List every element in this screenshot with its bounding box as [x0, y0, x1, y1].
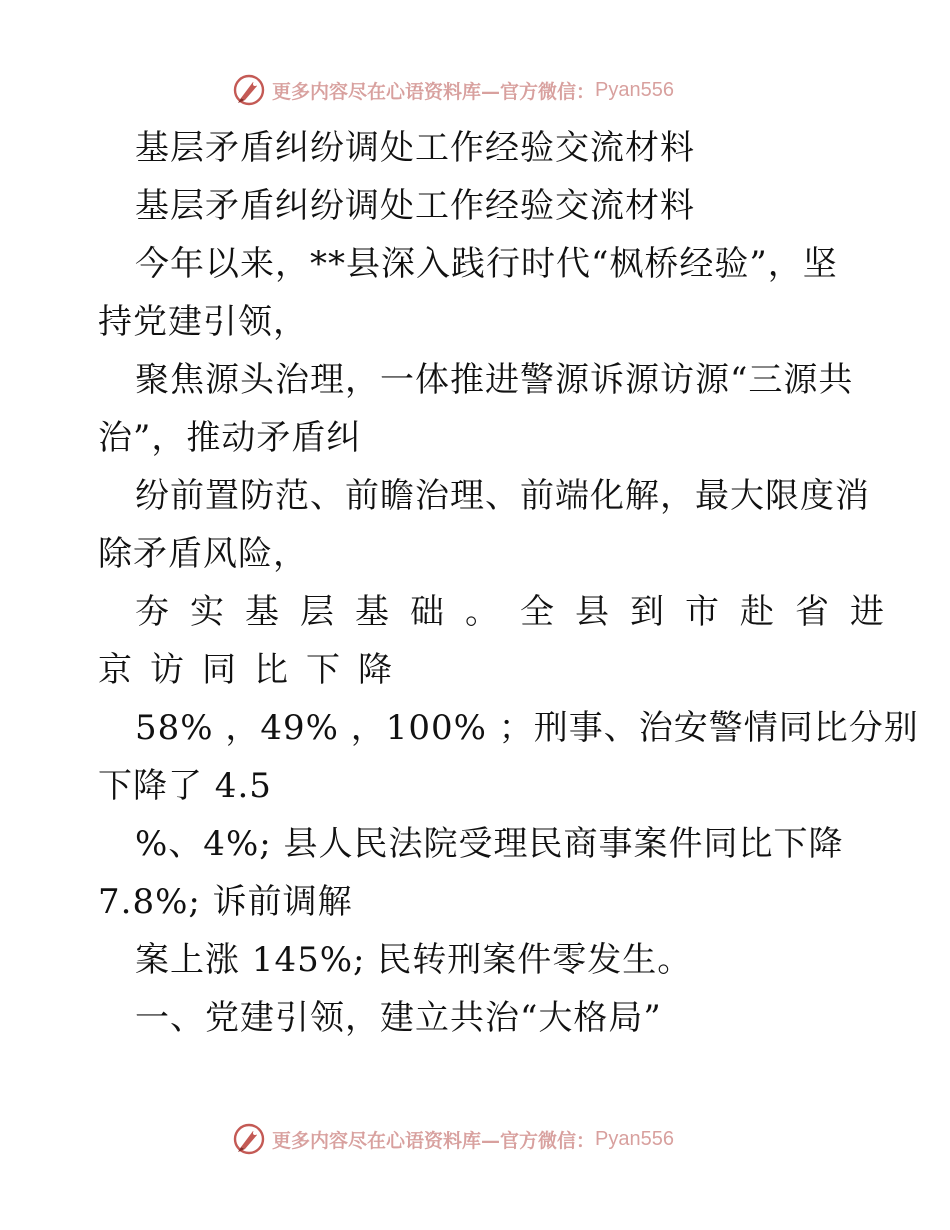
watermark-wechat-id: Pyan556 — [595, 1127, 674, 1150]
paragraph-line: 58% ，49% ，100% ；刑事、治安警情同比分别 — [135, 708, 919, 748]
paragraph-line: 持党建引领， — [98, 302, 308, 342]
paragraph-line: 案上涨 145%; 民转刑案件零发生。 — [135, 940, 693, 980]
paragraph-line: 今年以来，**县深入践行时代“枫桥经验”，坚 — [135, 244, 838, 284]
section-heading: 一、党建引领，建立共治“大格局” — [135, 998, 662, 1038]
paragraph-line: 除矛盾风险， — [98, 534, 308, 574]
doc-title: 基层矛盾纠纷调处工作经验交流材料 — [135, 128, 695, 168]
paragraph-line: 纷前置防范、前瞻治理、前端化解，最大限度消 — [135, 476, 870, 516]
paragraph-line: %、4%; 县人民法院受理民商事案件同比下降 — [135, 824, 844, 864]
watermark-text: 更多内容尽在心语资料库—官方微信： — [272, 1129, 596, 1152]
paragraph-line: 下降了 4.5 — [98, 766, 272, 806]
pen-nib-logo-icon — [232, 1122, 266, 1156]
watermark-wechat-id: Pyan556 — [595, 78, 674, 101]
watermark-banner-bottom — [232, 1121, 792, 1157]
watermark-text: 更多内容尽在心语资料库—官方微信： — [272, 80, 596, 103]
watermark-banner-top — [232, 72, 792, 108]
pen-nib-logo-icon — [232, 73, 266, 107]
paragraph-line: 7.8%; 诉前调解 — [98, 882, 353, 922]
paragraph-line: 治”，推动矛盾纠 — [98, 418, 362, 458]
paragraph-line: 夯实基层基础。全县到市赴省进 — [135, 592, 905, 632]
paragraph-line: 京访同比下降 — [98, 650, 410, 690]
paragraph-line: 聚焦源头治理，一体推进警源诉源访源“三源共 — [135, 360, 854, 400]
doc-title-repeat: 基层矛盾纠纷调处工作经验交流材料 — [135, 186, 695, 226]
